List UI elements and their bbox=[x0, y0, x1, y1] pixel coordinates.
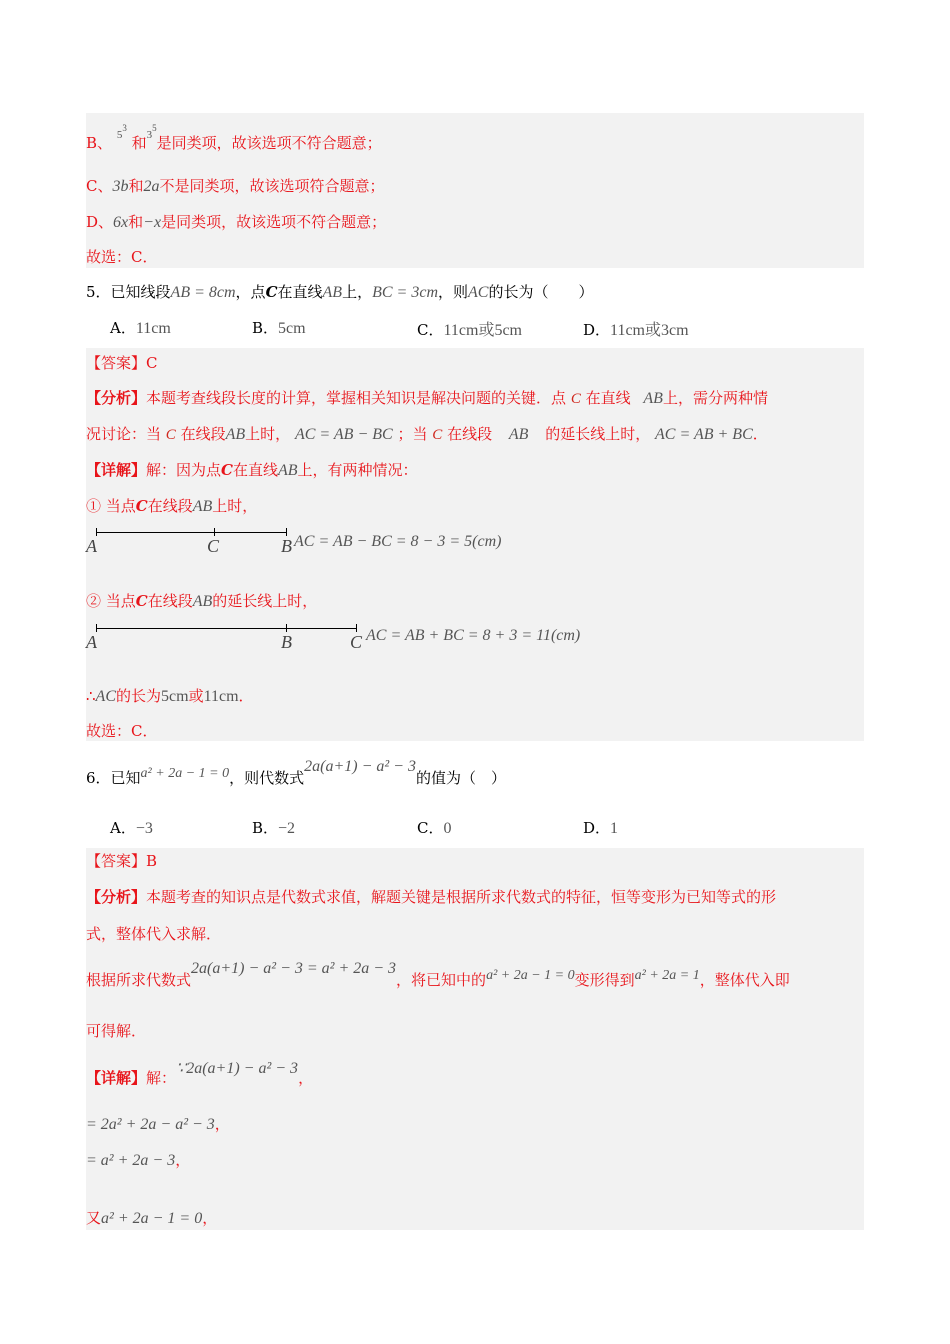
point-a-label: A bbox=[86, 536, 97, 556]
q5-analysis-line2: 况讨论：当 C 在线段AB上时， AC = AB − BC ；当 C 在线段 AB 的延长线上时， AC = AB + BC． bbox=[86, 425, 768, 443]
q6-analysis-line3: 根据所求代数式2a(a+1) − a² − 3 = a² + 2a − 3，将已知中的a² + 2a − 1 = 0变形得到a² + 2a = 1，整体代入即 bbox=[86, 960, 790, 989]
q6-option-b: B．−2 bbox=[252, 819, 296, 837]
point-b-label-2: B bbox=[281, 632, 292, 652]
case1-equation: AC = AB − BC = 8 − 3 = 5(cm) bbox=[294, 533, 502, 550]
q6-analysis-line4: 可得解． bbox=[86, 1022, 147, 1040]
q5-case1: ① 当点C在线段AB上时， bbox=[86, 497, 258, 515]
q6-answer: 【答案】B bbox=[86, 852, 158, 870]
q5-option-b: B．5cm bbox=[252, 319, 306, 337]
q5-stem: 5．已知线段AB = 8cm，点C在直线AB上，BC = 3cm，则AC的长为（ ） bbox=[86, 283, 594, 301]
q5-analysis-line1: 【分析】本题考查线段长度的计算，掌握相关知识是解决问题的关键．点 C 在直线 AB上，需分两种情 bbox=[86, 389, 768, 407]
q6-stem: 6．已知a² + 2a − 1 = 0，则代数式2a(a+1) − a² − 3的值为（ ） bbox=[86, 758, 506, 787]
point-a-label-2: A bbox=[86, 632, 97, 652]
option-b-analysis: B、 $^{5^3}$ 和$^{3^5}$是同类项，故该选项不符合题意； bbox=[86, 123, 382, 152]
option-c-analysis: C、3b和2a不是同类项，故该选项符合题意； bbox=[86, 177, 385, 195]
q6-detail: 【详解】解：∵2a(a+1) − a² − 3， bbox=[86, 1060, 314, 1087]
q5-option-a: A．11cm bbox=[110, 319, 171, 337]
q6-option-c: C．0 bbox=[417, 819, 452, 837]
q5-option-c: C．11cm或5cm bbox=[417, 321, 522, 339]
q6-analysis-line2: 式，整体代入求解． bbox=[86, 925, 222, 943]
q5-detail: 【详解】解：因为点C在直线AB上，有两种情况： bbox=[86, 461, 418, 479]
option-d-analysis: D、6x和−x是同类项，故该选项不符合题意； bbox=[86, 213, 387, 231]
expr-5-cubed: 53 bbox=[116, 123, 127, 141]
case2-equation: AC = AB + BC = 8 + 3 = 11(cm) bbox=[366, 627, 581, 644]
q5-answer: 【答案】C bbox=[86, 354, 158, 372]
q5-case2: ② 当点C在线段AB的延长线上时， bbox=[86, 592, 318, 610]
q4-choice: 故选：C． bbox=[86, 248, 158, 266]
q5-option-d: D．11cm或3cm bbox=[583, 321, 689, 339]
q6-step3: 又a² + 2a − 1 = 0， bbox=[86, 1209, 218, 1227]
point-c-label-2: C bbox=[350, 632, 363, 652]
q6-analysis-line1: 【分析】本题考查的知识点是代数式求值，解题关键是根据所求代数式的特征，恒等变形为已知等式的形 bbox=[86, 888, 777, 906]
expr-3-power: 35 bbox=[146, 123, 157, 141]
point-b-label: B bbox=[281, 536, 292, 556]
point-c-label: C bbox=[207, 536, 220, 556]
q6-option-a: A．−3 bbox=[110, 819, 153, 837]
q6-step2: = a² + 2a − 3， bbox=[86, 1151, 191, 1169]
q6-option-d: D．1 bbox=[583, 819, 619, 837]
q6-step1: = 2a² + 2a − a² − 3， bbox=[86, 1115, 230, 1133]
q5-conclusion: ∴AC的长为5cm或11cm． bbox=[86, 687, 254, 705]
q5-choice: 故选：C． bbox=[86, 722, 158, 740]
